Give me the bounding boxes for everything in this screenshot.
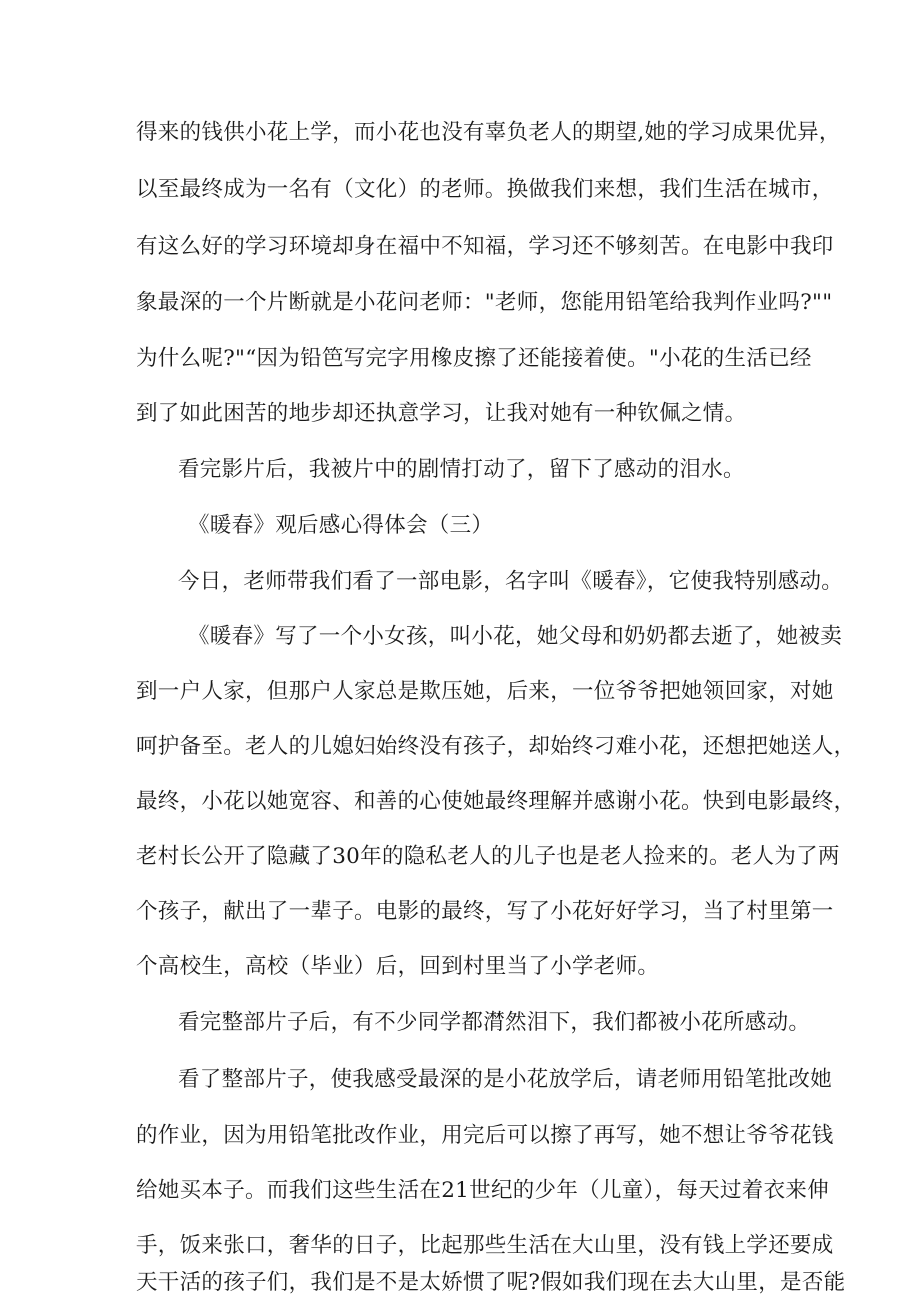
- paragraph-line: 以至最终成为一名有（文化）的老师。换做我们来想，我们生活在城市，: [136, 177, 834, 202]
- paragraph-line: 到了如此困苦的地步却还执意学习，让我对她有一种钦佩之情。: [136, 401, 747, 426]
- paragraph-line: 为什么呢?"“因为铅笆写完字用橡皮擦了还能接着使。"小花的生活已经: [136, 346, 812, 371]
- paragraph-line: 得来的钱供小花上学，而小花也没有辜负老人的期望,她的学习成果优异，: [136, 120, 841, 145]
- paragraph-line: 《暖春》写了一个小女孩，叫小花，她父母和奶奶都去逝了，她被卖: [188, 624, 843, 649]
- paragraph-line: 呵护备至。老人的儿媳妇始终没有孩子，却始终刁难小花，还想把她送人，: [136, 734, 856, 759]
- paragraph-line: 个孩子，献出了一辈子。电影的最终，写了小花好好学习，当了村里第一: [136, 899, 834, 924]
- paragraph-line: 老村长公开了隐藏了30年的隐私老人的儿子也是老人捡来的。老人为了两: [136, 844, 840, 869]
- paragraph-line: 象最深的一个片断就是小花问老师："老师，您能用铅笔给我判作业吗?"": [136, 290, 833, 315]
- paragraph-line: 有这么好的学习环境却身在福中不知福，学习还不够刻苦。在电影中我印: [136, 234, 834, 259]
- paragraph-line: 看完整部片子后，有不少同学都潸然泪下，我们都被小花所感动。: [178, 1010, 811, 1035]
- paragraph-line: 手，饭来张口，奢华的日子，比起那些生活在大山里，没有钱上学还要成: [136, 1233, 834, 1258]
- paragraph-line: 到一户人家，但那户人家总是欺压她，后来，一位爷爷把她领回家，对她: [136, 679, 834, 704]
- paragraph-line: 的作业，因为用铅笔批改作业，用完后可以擦了再写，她不想让爷爷花钱: [136, 1123, 834, 1148]
- paragraph-line: 看完影片后，我被片中的剧情打动了，留下了感动的泪水。: [178, 457, 745, 482]
- paragraph-line: 今日，老师带我们看了一部电影，名字叫《暖春》，它使我特别感动。: [178, 569, 844, 594]
- section-title: 《暖春》观后感心得体会（三）: [188, 513, 494, 538]
- paragraph-line: 天干活的孩子们，我们是不是太娇惯了呢?假如我们现在去大山里，是否能: [136, 1270, 846, 1295]
- paragraph-line: 个高校生，高校（毕业）后，回到村里当了小学老师。: [136, 954, 660, 979]
- paragraph-line: 给她买本子。而我们这些生活在21世纪的少年（儿童），每天过着衣来伸: [136, 1178, 830, 1203]
- paragraph-line: 最终，小花以她宽容、和善的心使她最终理解并感谢小花。快到电影最终，: [136, 789, 856, 814]
- paragraph-line: 看了整部片子，使我感受最深的是小花放学后，请老师用铅笔批改她: [178, 1067, 833, 1092]
